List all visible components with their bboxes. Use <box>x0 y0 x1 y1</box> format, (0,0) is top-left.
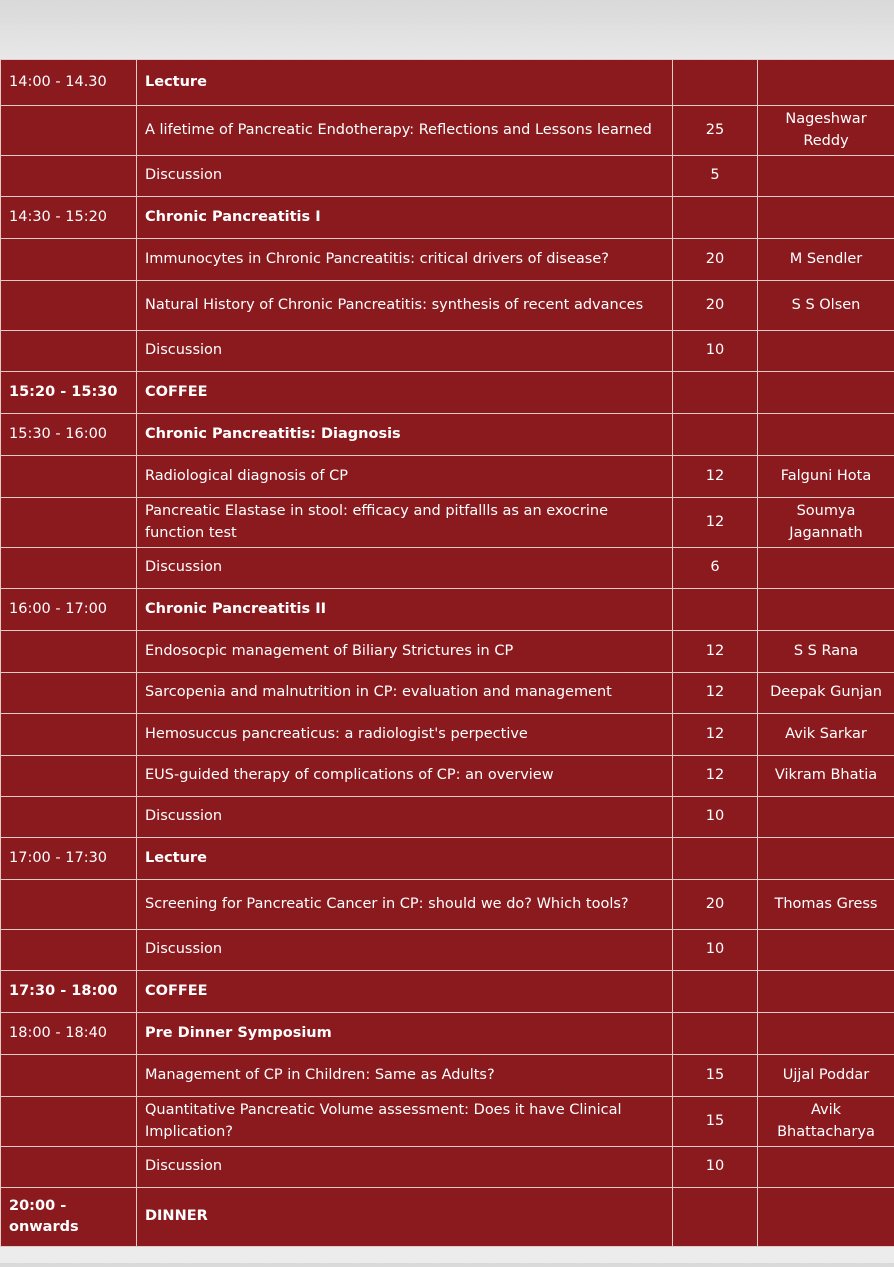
session-row <box>1 197 894 239</box>
duration-cell <box>673 414 758 456</box>
duration-cell: 12 <box>673 631 758 673</box>
talk-row <box>1 673 894 714</box>
duration-cell: 12 <box>673 498 758 548</box>
speaker-cell <box>758 1013 894 1055</box>
speaker-cell <box>758 197 894 239</box>
time-cell <box>1 548 137 589</box>
speaker-cell <box>758 930 894 971</box>
time-cell <box>1 714 137 756</box>
time-cell <box>1 930 137 971</box>
duration-cell: 10 <box>673 797 758 838</box>
time-cell <box>1 1097 137 1147</box>
session-row <box>1 60 894 106</box>
title-cell: Pre Dinner Symposium <box>137 1013 673 1055</box>
title-cell: Discussion <box>137 156 673 197</box>
talk-row <box>1 930 894 971</box>
title-cell: Natural History of Chronic Pancreatitis: synthesis of recent advances <box>137 281 673 331</box>
speaker-cell: Soumya Jagannath <box>758 498 894 548</box>
speaker-cell: Deepak Gunjan <box>758 673 894 714</box>
speaker-cell: S S Rana <box>758 631 894 673</box>
duration-cell <box>673 372 758 414</box>
title-cell: COFFEE <box>137 372 673 414</box>
duration-cell: 15 <box>673 1097 758 1147</box>
title-cell: Chronic Pancreatitis II <box>137 589 673 631</box>
speaker-cell <box>758 589 894 631</box>
duration-cell: 12 <box>673 673 758 714</box>
talk-row <box>1 498 894 548</box>
talk-row <box>1 281 894 331</box>
talk-row <box>1 106 894 156</box>
time-cell: 18:00 - 18:40 <box>1 1013 137 1055</box>
time-cell <box>1 106 137 156</box>
title-cell: COFFEE <box>137 971 673 1013</box>
speaker-cell: Avik Bhattacharya <box>758 1097 894 1147</box>
duration-cell: 12 <box>673 756 758 797</box>
title-cell: Immunocytes in Chronic Pancreatitis: critical drivers of disease? <box>137 239 673 281</box>
time-cell <box>1 498 137 548</box>
title-cell: Endosocpic management of Biliary Strictures in CP <box>137 631 673 673</box>
title-cell: Hemosuccus pancreaticus: a radiologist's perpective <box>137 714 673 756</box>
time-cell: 16:00 - 17:00 <box>1 589 137 631</box>
speaker-cell <box>758 1188 894 1247</box>
duration-cell: 10 <box>673 930 758 971</box>
time-cell: 17:00 - 17:30 <box>1 838 137 880</box>
speaker-cell: Avik Sarkar <box>758 714 894 756</box>
session-row <box>1 971 894 1013</box>
schedule-table <box>0 59 894 1247</box>
speaker-cell: Ujjal Poddar <box>758 1055 894 1097</box>
time-cell: 17:30 - 18:00 <box>1 971 137 1013</box>
speaker-cell <box>758 797 894 838</box>
speaker-cell <box>758 372 894 414</box>
speaker-cell: Nageshwar Reddy <box>758 106 894 156</box>
duration-cell: 10 <box>673 1147 758 1188</box>
speaker-cell <box>758 331 894 372</box>
duration-cell: 12 <box>673 714 758 756</box>
title-cell: DINNER <box>137 1188 673 1247</box>
title-cell: Lecture <box>137 838 673 880</box>
speaker-cell <box>758 60 894 106</box>
session-row <box>1 589 894 631</box>
talk-row <box>1 756 894 797</box>
title-cell: Management of CP in Children: Same as Adults? <box>137 1055 673 1097</box>
session-row <box>1 372 894 414</box>
time-cell <box>1 456 137 498</box>
duration-cell <box>673 838 758 880</box>
talk-row <box>1 631 894 673</box>
session-row <box>1 838 894 880</box>
title-cell: Chronic Pancreatitis: Diagnosis <box>137 414 673 456</box>
speaker-cell: S S Olsen <box>758 281 894 331</box>
speaker-cell: Falguni Hota <box>758 456 894 498</box>
title-cell: Discussion <box>137 331 673 372</box>
header-band <box>0 0 894 59</box>
title-cell: Discussion <box>137 930 673 971</box>
session-row <box>1 1013 894 1055</box>
talk-row <box>1 1055 894 1097</box>
talk-row <box>1 548 894 589</box>
duration-cell: 6 <box>673 548 758 589</box>
duration-cell: 20 <box>673 880 758 930</box>
duration-cell: 5 <box>673 156 758 197</box>
talk-row <box>1 456 894 498</box>
title-cell: A lifetime of Pancreatic Endotherapy: Reflections and Lessons learned <box>137 106 673 156</box>
talk-row <box>1 1147 894 1188</box>
talk-row <box>1 156 894 197</box>
duration-cell <box>673 589 758 631</box>
speaker-cell <box>758 838 894 880</box>
title-cell: EUS-guided therapy of complications of CP: an overview <box>137 756 673 797</box>
speaker-cell <box>758 156 894 197</box>
time-cell: 15:20 - 15:30 <box>1 372 137 414</box>
time-cell: 20:00 - onwards <box>1 1188 137 1247</box>
talk-row <box>1 239 894 281</box>
time-cell <box>1 1055 137 1097</box>
title-cell: Discussion <box>137 1147 673 1188</box>
duration-cell: 25 <box>673 106 758 156</box>
title-cell: Lecture <box>137 60 673 106</box>
duration-cell <box>673 971 758 1013</box>
duration-cell: 20 <box>673 239 758 281</box>
time-cell <box>1 631 137 673</box>
title-cell: Sarcopenia and malnutrition in CP: evaluation and management <box>137 673 673 714</box>
time-cell <box>1 239 137 281</box>
time-cell: 15:30 - 16:00 <box>1 414 137 456</box>
time-cell <box>1 156 137 197</box>
talk-row <box>1 1097 894 1147</box>
time-cell <box>1 756 137 797</box>
time-cell: 14:30 - 15:20 <box>1 197 137 239</box>
time-cell <box>1 1147 137 1188</box>
session-row <box>1 1188 894 1247</box>
time-cell: 14:00 - 14.30 <box>1 60 137 106</box>
talk-row <box>1 714 894 756</box>
duration-cell <box>673 197 758 239</box>
duration-cell: 15 <box>673 1055 758 1097</box>
time-cell <box>1 880 137 930</box>
time-cell <box>1 673 137 714</box>
session-row <box>1 414 894 456</box>
speaker-cell <box>758 1147 894 1188</box>
talk-row <box>1 797 894 838</box>
duration-cell <box>673 1188 758 1247</box>
speaker-cell: Vikram Bhatia <box>758 756 894 797</box>
footer-band <box>0 1247 894 1267</box>
title-cell: Quantitative Pancreatic Volume assessment: Does it have Clinical Implication? <box>137 1097 673 1147</box>
speaker-cell <box>758 414 894 456</box>
title-cell: Screening for Pancreatic Cancer in CP: should we do? Which tools? <box>137 880 673 930</box>
duration-cell <box>673 60 758 106</box>
title-cell: Radiological diagnosis of CP <box>137 456 673 498</box>
speaker-cell <box>758 548 894 589</box>
duration-cell <box>673 1013 758 1055</box>
schedule-body <box>1 60 894 1247</box>
duration-cell: 12 <box>673 456 758 498</box>
speaker-cell: Thomas Gress <box>758 880 894 930</box>
time-cell <box>1 797 137 838</box>
title-cell: Pancreatic Elastase in stool: efficacy and pitfallls as an exocrine function test <box>137 498 673 548</box>
title-cell: Chronic Pancreatitis I <box>137 197 673 239</box>
speaker-cell: M Sendler <box>758 239 894 281</box>
title-cell: Discussion <box>137 797 673 838</box>
talk-row <box>1 880 894 930</box>
time-cell <box>1 281 137 331</box>
duration-cell: 20 <box>673 281 758 331</box>
speaker-cell <box>758 971 894 1013</box>
time-cell <box>1 331 137 372</box>
duration-cell: 10 <box>673 331 758 372</box>
talk-row <box>1 331 894 372</box>
title-cell: Discussion <box>137 548 673 589</box>
